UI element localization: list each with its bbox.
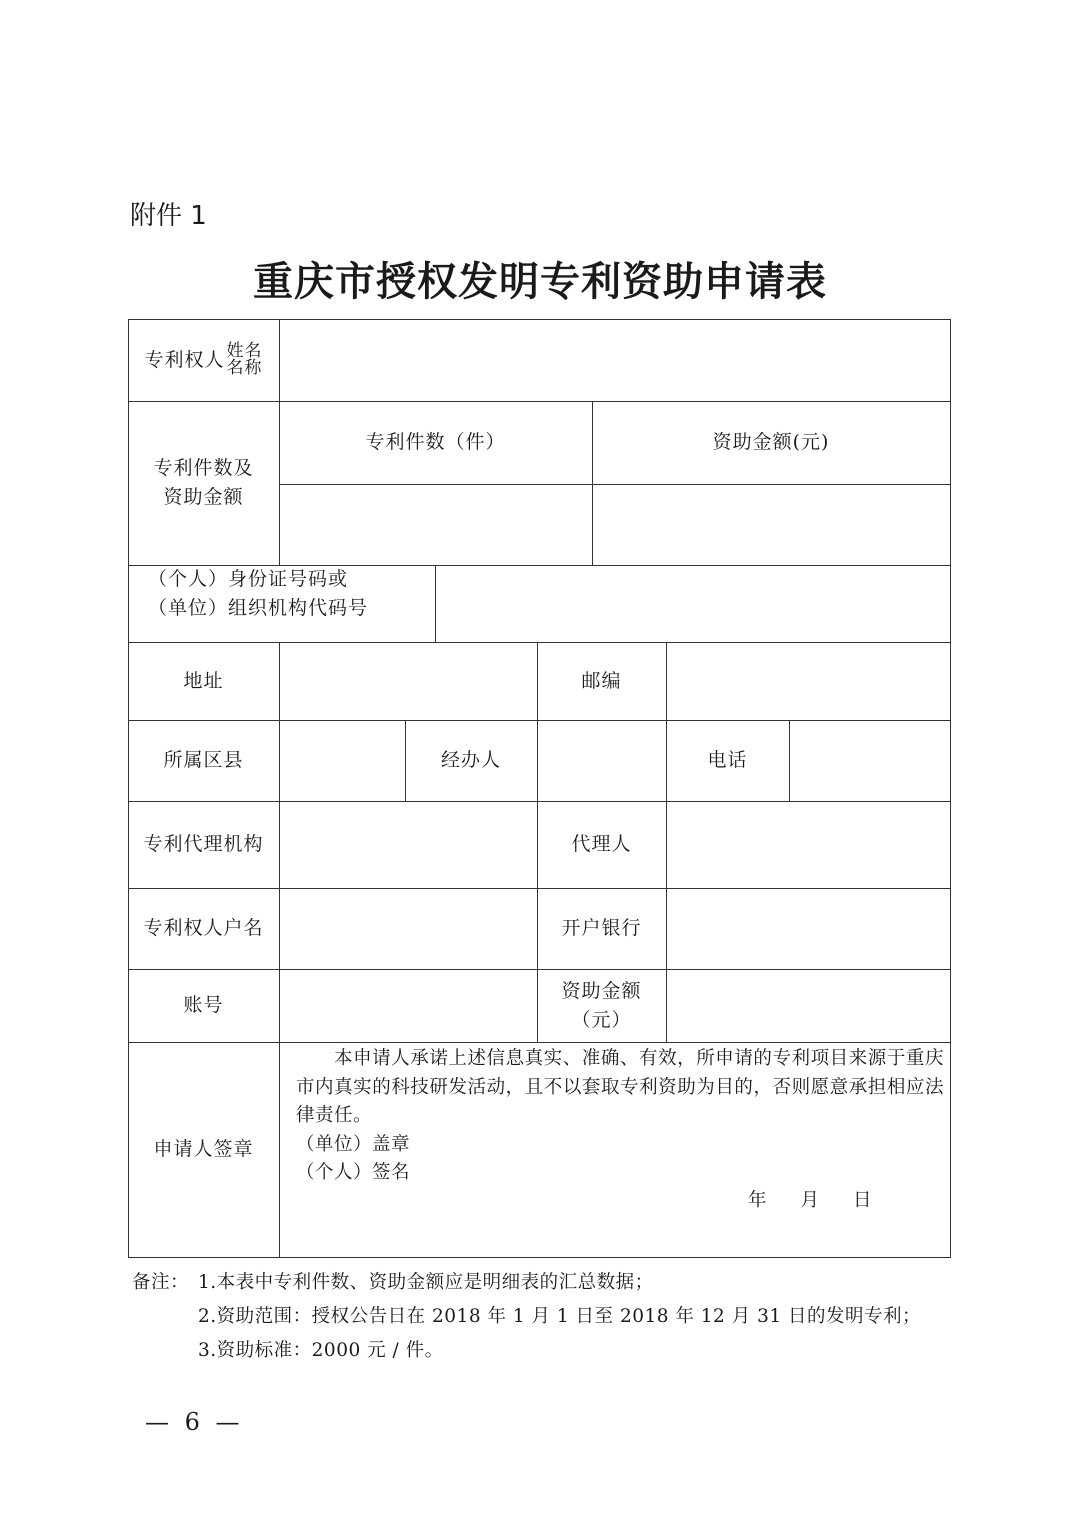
attachment-label: 附件 1 xyxy=(130,201,207,231)
id-number-field[interactable] xyxy=(436,566,950,642)
page-number: — 6 — xyxy=(145,1408,244,1436)
declaration-text: 本申请人承诺上述信息真实、准确、有效，所申请的专利项目来源于重庆市内真实的科技研发活动，且不以套取专利资助为目的，否则愿意承担相应法律责任。 xyxy=(296,1048,944,1126)
patentee-label: 专利权人 姓名 名称 xyxy=(144,341,263,378)
seal-line: （单位）盖章 xyxy=(296,1133,411,1155)
patentee-name-field[interactable] xyxy=(280,320,950,401)
account-name-label: 专利权人户名 xyxy=(143,917,264,939)
patent-count-field[interactable] xyxy=(280,485,592,565)
id-number-label: （个人）身份证号码或 （单位）组织机构代码号 xyxy=(148,568,369,619)
count-amount-label: 专利件数及资助金额 xyxy=(153,457,254,508)
bank-field[interactable] xyxy=(667,889,950,969)
phone-field[interactable] xyxy=(790,721,950,801)
phone-label: 电话 xyxy=(707,749,748,771)
agent-field[interactable] xyxy=(667,802,950,888)
note-item: 3.资助标准：2000 元 / 件。 xyxy=(198,1340,444,1361)
address-field[interactable] xyxy=(280,643,537,720)
district-field[interactable] xyxy=(280,721,405,801)
postcode-label: 邮编 xyxy=(581,669,622,692)
district-label: 所属区县 xyxy=(163,749,244,771)
declaration-block xyxy=(296,1045,944,1188)
postcode-field[interactable] xyxy=(667,643,950,720)
account-name-field[interactable] xyxy=(280,889,537,969)
page-title: 重庆市授权发明专利资助申请表 xyxy=(253,259,827,305)
subsidy-amount-total-field[interactable] xyxy=(667,970,950,1042)
note-item: 1.本表中专利件数、资助金额应是明细表的汇总数据； xyxy=(198,1272,654,1293)
account-no-label: 账号 xyxy=(183,994,224,1016)
bank-label: 开户银行 xyxy=(561,917,642,939)
account-no-field[interactable] xyxy=(280,970,537,1042)
patent-count-header: 专利件数（件） xyxy=(365,431,506,453)
sign-line: （个人）签名 xyxy=(296,1162,411,1183)
agent-label: 代理人 xyxy=(571,833,632,855)
month-label: 月 xyxy=(800,1190,820,1211)
address-label: 地址 xyxy=(183,669,224,692)
handler-label: 经办人 xyxy=(440,749,501,771)
notes-prefix: 备注： xyxy=(132,1272,190,1293)
signature-label: 申请人签章 xyxy=(153,1138,254,1160)
subsidy-amount-label: 资助金额（元） xyxy=(561,979,642,1031)
subsidy-amount-field[interactable] xyxy=(593,485,950,565)
handler-field[interactable] xyxy=(538,721,666,801)
agency-label: 专利代理机构 xyxy=(143,833,264,855)
agency-field[interactable] xyxy=(280,802,537,888)
note-item: 2.资助范围：授权公告日在 2018 年 1 月 1 日至 2018 年 12 月 31 日的发明专利； xyxy=(198,1306,922,1327)
year-label: 年 xyxy=(748,1190,767,1211)
subsidy-amount-header: 资助金额(元) xyxy=(712,431,830,453)
day-label: 日 xyxy=(853,1190,872,1211)
date-line xyxy=(748,1186,906,1212)
